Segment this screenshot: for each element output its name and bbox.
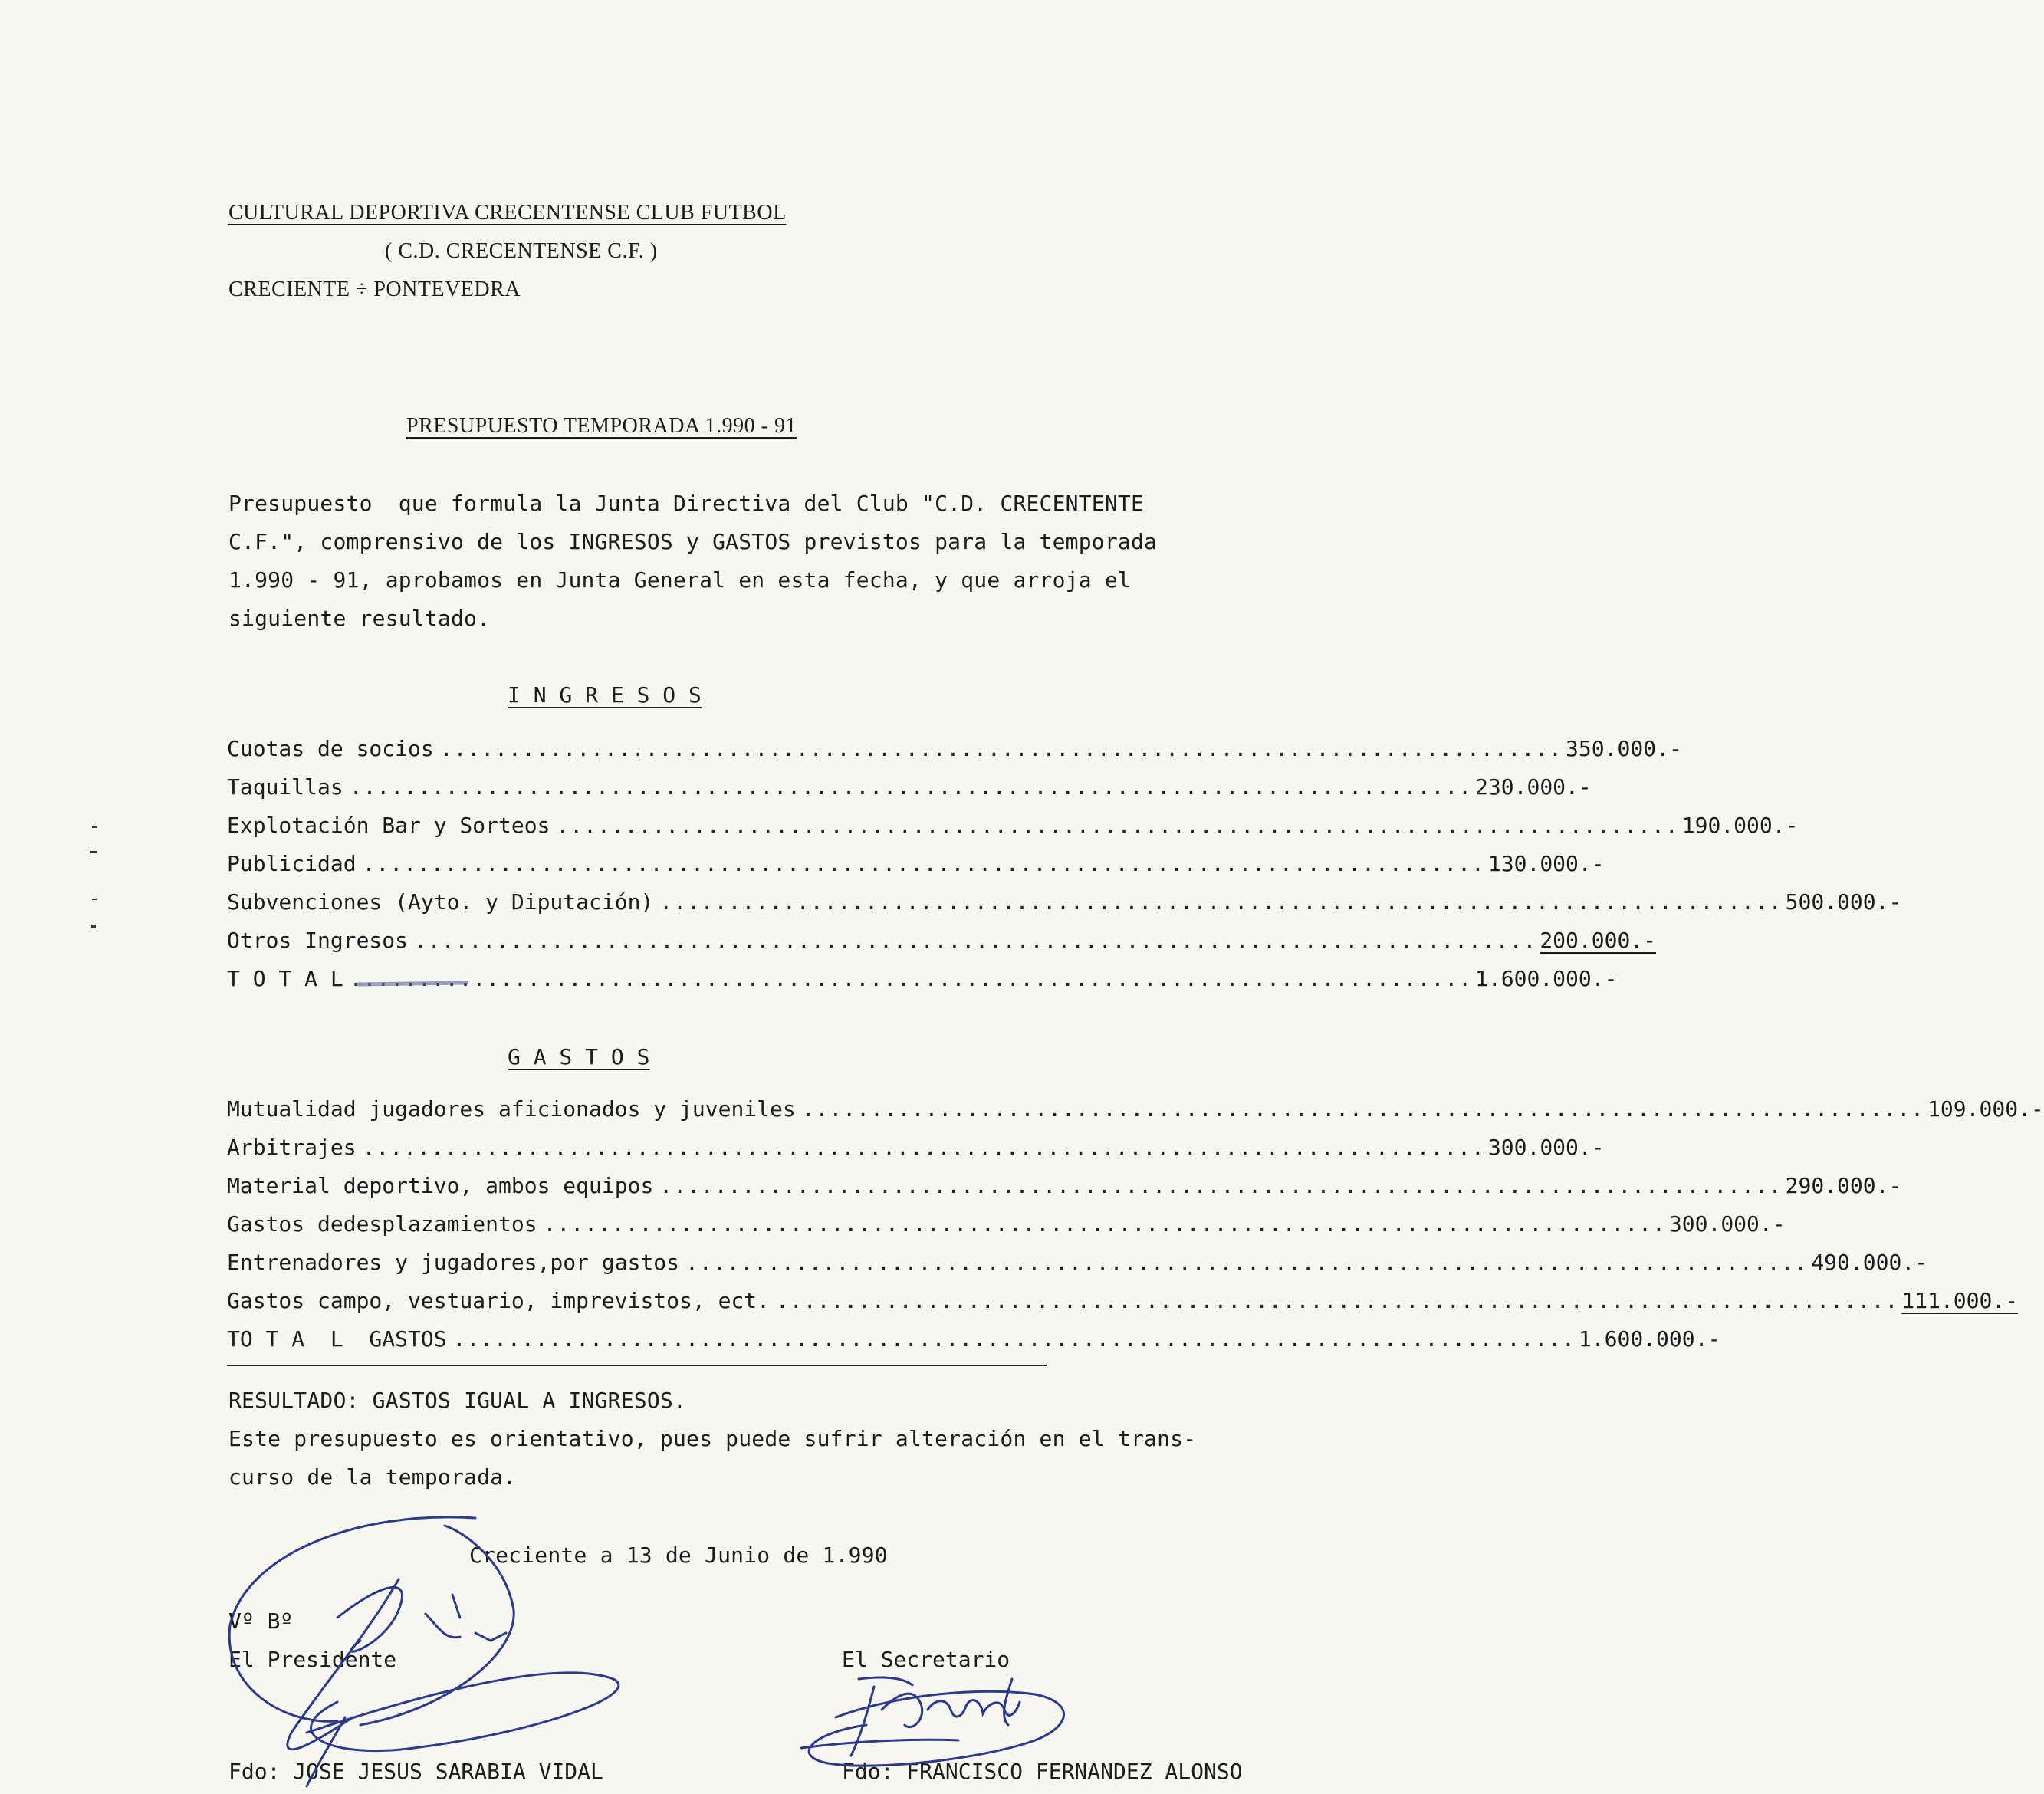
result-line: RESULTADO: GASTOS IGUAL A INGRESOS. xyxy=(228,1388,687,1413)
gastos-heading: G A S T O S xyxy=(508,1044,650,1070)
ingresos-row xyxy=(227,851,1605,882)
correction-strike xyxy=(354,971,469,994)
gastos-label: Mutualidad jugadores aficionados y juveniles xyxy=(227,1096,796,1122)
intro-line-3: 1.990 - 91, aprobamos en Junta General en esta fecha, y que arroja el xyxy=(228,567,1131,593)
gastos-amount: 290.000.- xyxy=(1785,1173,1902,1198)
gastos-amount: 109.000.- xyxy=(1927,1096,2044,1122)
gastos-label: Arbitrajes xyxy=(227,1135,357,1160)
ingresos-heading: I N G R E S O S xyxy=(508,682,702,708)
ingresos-label: Taquillas xyxy=(227,774,343,800)
intro-line-4: siguiente resultado. xyxy=(228,606,491,631)
gastos-label: Gastos campo, vestuario, imprevistos, ect. xyxy=(227,1288,771,1313)
place-date: Creciente a 13 de Junio de 1.990 xyxy=(469,1543,888,1568)
gastos-row xyxy=(227,1096,2044,1127)
ingresos-amount: 350.000.- xyxy=(1566,736,1682,761)
ingresos-total-label: T O T A L xyxy=(227,966,343,991)
ingresos-label: Subvenciones (Ayto. y Diputación) xyxy=(227,889,654,915)
margin-mark xyxy=(90,851,97,853)
leader-dots: .................................................................................. xyxy=(659,1173,1783,1198)
gastos-total-amount: 1.600.000.- xyxy=(1578,1326,1721,1352)
secretary-signature xyxy=(782,1625,1104,1794)
margin-mark xyxy=(92,899,97,900)
gastos-total-rule xyxy=(227,1365,1047,1366)
secretary-title: El Secretario xyxy=(842,1647,1010,1672)
ingresos-row xyxy=(227,928,1657,958)
president-name: Fdo: JOSE JESUS SARABIA VIDAL xyxy=(228,1759,603,1784)
leader-dots: .................................................................................. xyxy=(362,851,1485,876)
intro-line-1: Presupuesto que formula la Junta Directiva del Club "C.D. CRECENTENTE xyxy=(228,491,1145,516)
gastos-total-row xyxy=(227,1326,1721,1357)
ingresos-label: Cuotas de socios xyxy=(227,736,434,761)
leader-dots: .................................................................................. xyxy=(452,1326,1576,1352)
leader-dots: .................................................................................. xyxy=(349,966,1473,991)
ingresos-total-amount: 1.600.000.- xyxy=(1475,966,1618,991)
club-abbreviation: ( C.D. CRECENTENSE C.F. ) xyxy=(385,239,658,263)
ingresos-label: Publicidad xyxy=(227,851,357,876)
leader-dots: .................................................................................. xyxy=(362,1135,1485,1160)
leader-dots: .................................................................................. xyxy=(556,813,1679,838)
ingresos-amount: 500.000.- xyxy=(1785,889,1902,915)
ingresos-amount: 230.000.- xyxy=(1475,774,1592,800)
gastos-total-label: TO T A L GASTOS xyxy=(227,1326,447,1352)
gastos-row xyxy=(227,1173,1902,1204)
leader-dots: .................................................................................. xyxy=(801,1096,1925,1122)
gastos-row xyxy=(227,1135,1605,1165)
ingresos-row xyxy=(227,889,1902,920)
gastos-amount: 111.000.- xyxy=(1901,1288,2019,1313)
club-name: CULTURAL DEPORTIVA CRECENTENSE CLUB FUTBOL xyxy=(228,201,787,225)
gastos-row xyxy=(227,1288,2019,1319)
club-location: CRECIENTE ÷ PONTEVEDRA xyxy=(228,278,521,301)
gastos-label: Gastos dedesplazamientos xyxy=(227,1211,537,1237)
ingresos-row xyxy=(227,813,1799,843)
document-title: PRESUPUESTO TEMPORADA 1.990 - 91 xyxy=(406,414,797,438)
vo-bo: Vº Bº xyxy=(228,1608,294,1634)
president-title: El Presidente xyxy=(228,1647,397,1672)
note-line-1: Este presupuesto es orientativo, pues puede sufrir alteración en el trans- xyxy=(228,1426,1197,1451)
intro-line-2: C.F.", comprensivo de los INGRESOS y GASTOS previstos para la temporada xyxy=(228,529,1158,554)
ingresos-amount: 200.000.- xyxy=(1540,928,1657,953)
ingresos-row xyxy=(227,736,1682,767)
leader-dots: .................................................................................. xyxy=(776,1288,1899,1313)
margin-mark xyxy=(92,826,97,828)
leader-dots: .................................................................................. xyxy=(659,889,1783,915)
margin-mark xyxy=(91,925,96,928)
leader-dots: .................................................................................. xyxy=(439,736,1563,761)
gastos-label: Material deportivo, ambos equipos xyxy=(227,1173,654,1198)
secretary-name: Fdo: FRANCISCO FERNANDEZ ALONSO xyxy=(842,1759,1243,1784)
note-line-2: curso de la temporada. xyxy=(228,1464,517,1490)
leader-dots: .................................................................................. xyxy=(543,1211,1666,1237)
ingresos-amount: 130.000.- xyxy=(1487,851,1605,876)
ingresos-label: Explotación Bar y Sorteos xyxy=(227,813,550,838)
gastos-label: Entrenadores y jugadores,por gastos xyxy=(227,1250,680,1275)
gastos-row xyxy=(227,1250,1928,1280)
ingresos-amount: 190.000.- xyxy=(1681,813,1799,838)
gastos-amount: 300.000.- xyxy=(1487,1135,1605,1160)
ingresos-row xyxy=(227,774,1592,805)
leader-dots: .................................................................................. xyxy=(349,774,1473,800)
leader-dots: .................................................................................. xyxy=(685,1250,1809,1275)
gastos-row xyxy=(227,1211,1786,1242)
president-signature xyxy=(215,1503,675,1793)
gastos-amount: 490.000.- xyxy=(1811,1250,1928,1275)
leader-dots: .................................................................................. xyxy=(414,928,1537,953)
ingresos-total-row xyxy=(227,966,1618,997)
ingresos-label: Otros Ingresos xyxy=(227,928,409,953)
gastos-amount: 300.000.- xyxy=(1668,1211,1786,1237)
